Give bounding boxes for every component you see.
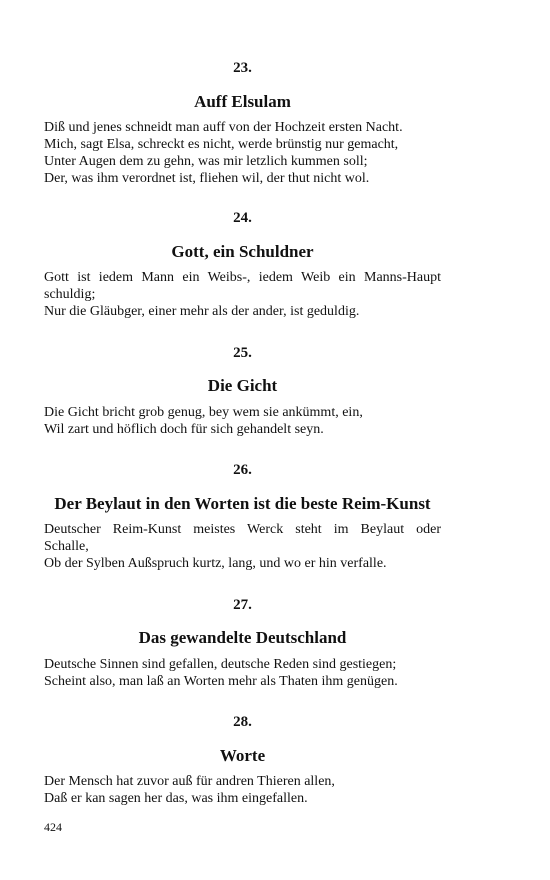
poem-verse [44, 269, 441, 320]
verse-line: Nur die Gläubger, einer mehr als der ander, ist geduldig. [44, 304, 360, 319]
poem-number: 28. [233, 714, 252, 730]
verse-line: Schalle, [44, 539, 89, 554]
poem-number: 25. [233, 345, 252, 361]
verse-line: Gott ist iedem Mann ein Weibs-, iedem Weib ein Manns-Haupt [44, 270, 441, 285]
verse-line: Daß er kan sagen her das, was ihm eingefallen. [44, 791, 308, 806]
poem-title: Die Gicht [207, 376, 278, 395]
verse-line: Ob der Sylben Außspruch kurtz, lang, und wo er hin verfalle. [44, 556, 387, 571]
verse-line: Diß und jenes schneidt man auff von der Hochzeit ersten Nacht. [44, 120, 403, 135]
verse-line: Mich, sagt Elsa, schreckt es nicht, werde brünstig nur gemacht, [44, 137, 399, 152]
page-number: 424 [44, 820, 62, 834]
poem-verse [44, 773, 441, 807]
poem-verse [44, 119, 441, 187]
verse-line: Der Mensch hat zuvor auß für andren Thieren allen, [44, 774, 335, 789]
verse-line: Der, was ihm verordnet ist, fliehen wil, der thut nicht wol. [44, 171, 370, 186]
book-page [44, 0, 441, 880]
poem-title: Auff Elsulam [194, 92, 291, 111]
poem-number: 27. [233, 597, 252, 613]
poem-title: Gott, ein Schuldner [171, 242, 314, 261]
poem-number: 24. [233, 210, 252, 226]
poem-title: Das gewandelte Deutschland [138, 628, 347, 647]
poem-number: 23. [233, 60, 252, 76]
verse-line: Wil zart und höflich doch für sich gehandelt seyn. [44, 422, 324, 437]
verse-line: Deutsche Sinnen sind gefallen, deutsche Reden sind gestiegen; [44, 657, 397, 672]
poem-verse [44, 404, 441, 438]
poem-verse [44, 656, 441, 690]
verse-line: Unter Augen dem zu gehn, was mir letzlich kummen soll; [44, 154, 368, 169]
poem-verse [44, 521, 441, 572]
verse-line: Scheint also, man laß an Worten mehr als Thaten ihm genügen. [44, 674, 398, 689]
verse-line: Die Gicht bricht grob genug, bey wem sie ankümmt, ein, [44, 405, 363, 420]
poem-title: Der Beylaut in den Worten ist die beste Reim-Kunst [54, 494, 431, 513]
poem-number: 26. [233, 462, 252, 478]
verse-line: Deutscher Reim-Kunst meistes Werck steht im Beylaut oder [44, 522, 441, 537]
poem-title: Worte [219, 746, 266, 765]
verse-line: schuldig; [44, 287, 96, 302]
